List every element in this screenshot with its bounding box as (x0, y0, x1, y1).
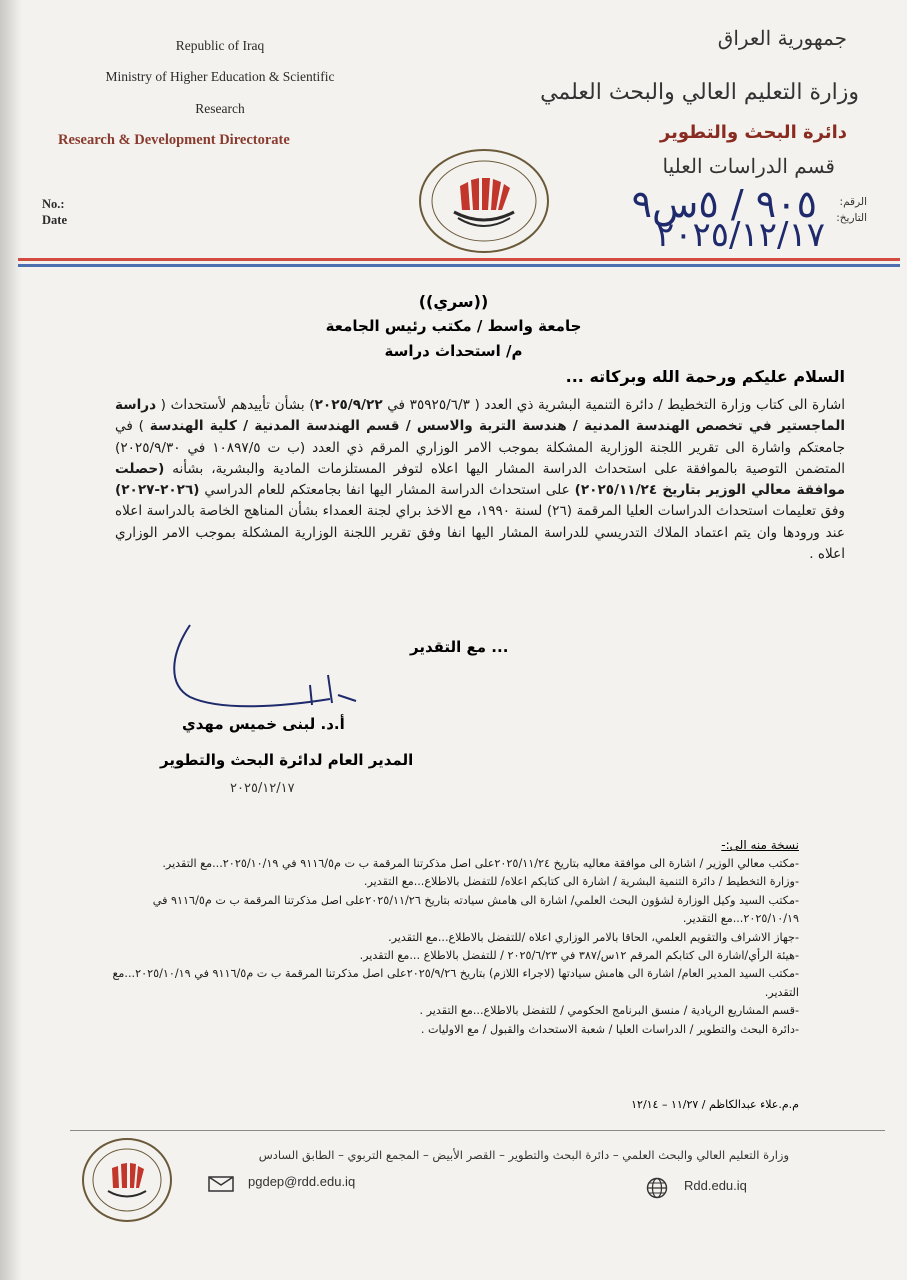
footer-email[interactable]: pgdep@rdd.edu.iq (248, 1174, 356, 1189)
en-republic: Republic of Iraq (175, 38, 265, 53)
en-number-label: No.: (42, 197, 65, 211)
cc-item: -مكتب السيد المدير العام/ اشارة الى هامش سيادتها (لاجراء اللازم) بتاريخ ٢٠٢٥/٩/٢٦على اصل مذكرتنا المرقمة ب ت م٩١١٦/٥ في ٢٠٢٥/١٠/١٩...مع التقدير. (112, 967, 799, 999)
ar-ministry: وزارة التعليم العالي والبحث العلمي (540, 80, 859, 105)
footer-address: وزارة التعليم العالي والبحث العلمي – دائرة البحث والتطوير – القصر الأبيض – المجمع التربوي – الطابق السادس (258, 1148, 789, 1162)
en-directorate: Research & Development Directorate (58, 132, 290, 148)
regards: ... مع التقدير (410, 638, 509, 656)
cc-heading: نسخة منه الى:- (721, 838, 799, 852)
ar-date-label: التاريخ: (836, 212, 867, 224)
cc-item: -مكتب السيد وكيل الوزارة لشؤون البحث العلمي/ اشارة الى هامش سيادته بتاريخ ٢٠٢٥/١١/٢٦على اصل مذكرتنا المرقمة ب ت م٩١١٦/٥ في ٢٠٢٥/١٠/١٩...مع التقدير. (152, 893, 799, 926)
subject: م/ استحداث دراسة (384, 342, 523, 360)
signature-date: ٢٠٢٥/١٢/١٧ (230, 781, 295, 796)
clerk-reference: م.م.علاء عبدالكاظم / ١١/٢٧ – ١٢/١٤ (631, 1098, 799, 1111)
cc-item: -قسم المشاريع الريادية / منسق البرنامج الحكومي / للتفضل بالاطلاع...مع التقدير . (419, 1004, 799, 1018)
body-bold-1: ٢٠٢٥/٩/٢٢ (314, 397, 383, 413)
footer-seal-icon (80, 1136, 174, 1224)
cc-item: -جهاز الاشراف والتقويم العلمي، الحاقا بالامر الوزاري اعلاه /للتفضل بالاطلاع...مع التقدير. (388, 930, 799, 944)
handwritten-date: ٢٠٢٥/١٢/١٧ (655, 215, 825, 255)
en-research: Research (195, 101, 245, 116)
header-rule-red (18, 258, 900, 261)
ar-department: قسم الدراسات العليا (662, 154, 835, 178)
cc-item: -دائرة البحث والتطوير / الدراسات العليا / شعبة الاستحداث والقبول / مع الاوليات . (420, 1022, 799, 1036)
body-bold-4: (٢٠٢٦-٢٠٢٧) (115, 482, 200, 499)
body-text-2: ) بشأن تأييدهم لأستحداث ( (156, 397, 315, 413)
ar-republic: جمهورية العراق (717, 26, 847, 50)
page-shadow (0, 0, 22, 1280)
body-text-3: ) في جامعتكم واشارة الى تقرير اللجنة الوزارية المشكلة بموجب الامر الوزاري المرقم ذي العدد (ب ت ١٠٨٩٧/٥ في ٢٠٢٥/٩/٣٠) المتضمن التوصية بالموافقة على استحداث الدراسة المشار اليها اعلاه لتوفر المستلزمات المادية والبشرية، بشأنه (115, 418, 845, 477)
cc-item: -وزارة التخطيط / دائرة التنمية البشرية / اشارة الى كتابكم اعلاه/ للتفضل بالاطلاع...مع التقدير. (363, 875, 799, 889)
recipient: جامعة واسط / مكتب رئيس الجامعة (325, 317, 582, 335)
body-text-1: اشارة الى كتاب وزارة التخطيط / دائرة التنمية البشرية ذي العدد ( ٣٥٩٢٥/٦/٣ في (382, 397, 845, 413)
ar-directorate: دائرة البحث والتطوير (659, 122, 847, 143)
body-paragraph (115, 395, 845, 565)
body-text-4: على استحداث الدراسة المشار اليها انفا بجامعتكم للعام الدراسي (199, 482, 575, 499)
body-bold-2: دراسة الماجستير في تخصص الهندسة المدنية / هندسة التربة والاسس / قسم الهندسة المدنية / كلية الهندسة (115, 397, 845, 435)
signatory-title: المدير العام لدائرة البحث والتطوير (160, 751, 414, 769)
en-ministry: Ministry of Higher Education & Scientific (105, 69, 335, 84)
cc-list (109, 855, 799, 1039)
cc-item: -هيئة الرأي/اشارة الى كتابكم المرقم ١٢س/٣٨٧ في ٢٠٢٥/٦/٢٣ / للتفضل بالاطلاع ...مع التقدير. (359, 949, 799, 963)
greeting: السلام عليكم ورحمة الله وبركاته ... (565, 367, 845, 386)
ar-number-label: الرقم: (839, 196, 867, 208)
ministry-seal-icon (418, 148, 550, 254)
en-date-label: Date (42, 213, 67, 227)
handwritten-number: ٩٠٥ / ٥س٩ (631, 182, 817, 226)
signature-icon (160, 615, 360, 715)
footer-website[interactable]: Rdd.edu.iq (684, 1178, 747, 1193)
secret-label: ((سري)) (418, 292, 489, 311)
signatory-name: أ.د. لبنى خميس مهدي (182, 715, 345, 733)
footer-rule (70, 1130, 885, 1131)
header-rule-blue (18, 264, 900, 267)
body-bold-3: (حصلت موافقة معالي الوزير بتاريخ ٢٠٢٥/١١/٢٤) (115, 460, 846, 499)
body-text-5: وفق تعليمات استحداث الدراسات العليا المرقمة (٢٦) لسنة ١٩٩٠، مع الاخذ براي لجنة العمداء بشأن المناهج الخاصة بالدراسة اعلاه عند ورودها وان يتم اعتماد الملاك التدريسي للدراسة المشار اليها انفا وفق تقرير اللجنة الوزارية المشكلة بموجب الامر الوزاري اعلاه . (115, 503, 845, 563)
envelope-icon (208, 1176, 234, 1192)
globe-icon (646, 1177, 668, 1199)
cc-item: -مكتب معالي الوزير / اشارة الى موافقة معاليه بتاريخ ٢٠٢٥/١١/٢٤على اصل مذكرتنا المرقمة ب ت م٩١١٦/٥ في ٢٠٢٥/١٠/١٩...مع التقدير. (162, 857, 799, 870)
